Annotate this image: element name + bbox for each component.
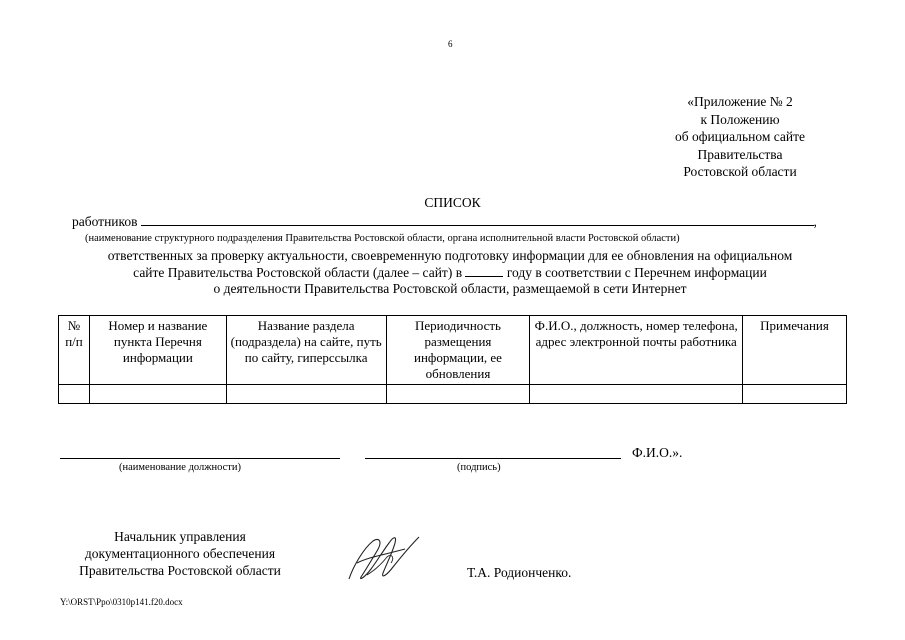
appendix-line: об официальном сайте — [674, 129, 806, 144]
fio-end: Ф.И.О.». — [632, 445, 683, 460]
signer-name: Т.А. Родионченко. — [467, 565, 572, 580]
appendix-line: «Приложение № 2 — [687, 94, 793, 109]
year-blank-line — [465, 266, 503, 277]
signer-position-line: Правительства Ростовской области — [79, 563, 281, 578]
appendix-block — [640, 93, 840, 181]
table-row — [59, 385, 847, 404]
table-cell — [530, 385, 743, 404]
workers-label: работников — [72, 214, 138, 229]
signer-position-line: Начальник управления — [114, 529, 246, 544]
description-line: о деятельности Правительства Ростовской области, размещаемой в сети Интернет — [213, 281, 687, 296]
description-line: ответственных за проверку актуальности, своевременную подготовку информации для ее обновления на официальном — [107, 248, 793, 263]
table-cell — [89, 385, 226, 404]
table-header-cell: Примечания — [743, 316, 847, 385]
position-caption: (наименование должности) — [119, 462, 242, 473]
signature-line — [365, 458, 621, 459]
signer-position-line: документационного обеспечения — [84, 546, 276, 561]
table-cell — [226, 385, 386, 404]
page-number: 6 — [448, 39, 453, 49]
signature-caption: (подпись) — [457, 462, 501, 473]
handwritten-signature — [343, 527, 425, 585]
table-header-row — [59, 316, 847, 385]
table-header-cell: № п/п — [59, 316, 90, 385]
workers-blank-line — [141, 214, 814, 226]
document-title: СПИСОК — [424, 195, 481, 210]
description-line-start: сайте Правительства Ростовской области (далее – сайт) в — [133, 264, 463, 280]
description — [60, 248, 840, 298]
table-header-cell: Ф.И.О., должность, номер телефона, адрес электронной почты работника — [530, 316, 743, 385]
file-path: Y:\ORST\Ppo\0310p141.f20.docx — [60, 597, 183, 607]
description-line-end: году в соответствии с Перечнем информации — [506, 264, 767, 280]
list-table — [58, 315, 847, 404]
table-header-cell: Номер и название пункта Перечня информации — [89, 316, 226, 385]
description-line — [60, 265, 840, 282]
workers-line — [72, 214, 817, 230]
table-cell — [743, 385, 847, 404]
table-header-cell: Название раздела (подраздела) на сайте, путь по сайту, гиперссылка — [226, 316, 386, 385]
table-header-cell: Периодичность размещения информации, ее обновления — [386, 316, 530, 385]
signer-position — [60, 528, 300, 579]
table-cell — [386, 385, 530, 404]
workers-caption: (наименование структурного подразделения Правительства Ростовской области, органа исполнительной власти Ростовской области) — [85, 233, 680, 244]
workers-suffix: , — [813, 214, 817, 229]
appendix-line: к Положению — [700, 111, 780, 127]
table-cell — [59, 385, 90, 404]
appendix-line: Ростовской области — [683, 164, 797, 179]
appendix-line: Правительства — [697, 146, 783, 162]
position-signature-line — [60, 458, 340, 459]
